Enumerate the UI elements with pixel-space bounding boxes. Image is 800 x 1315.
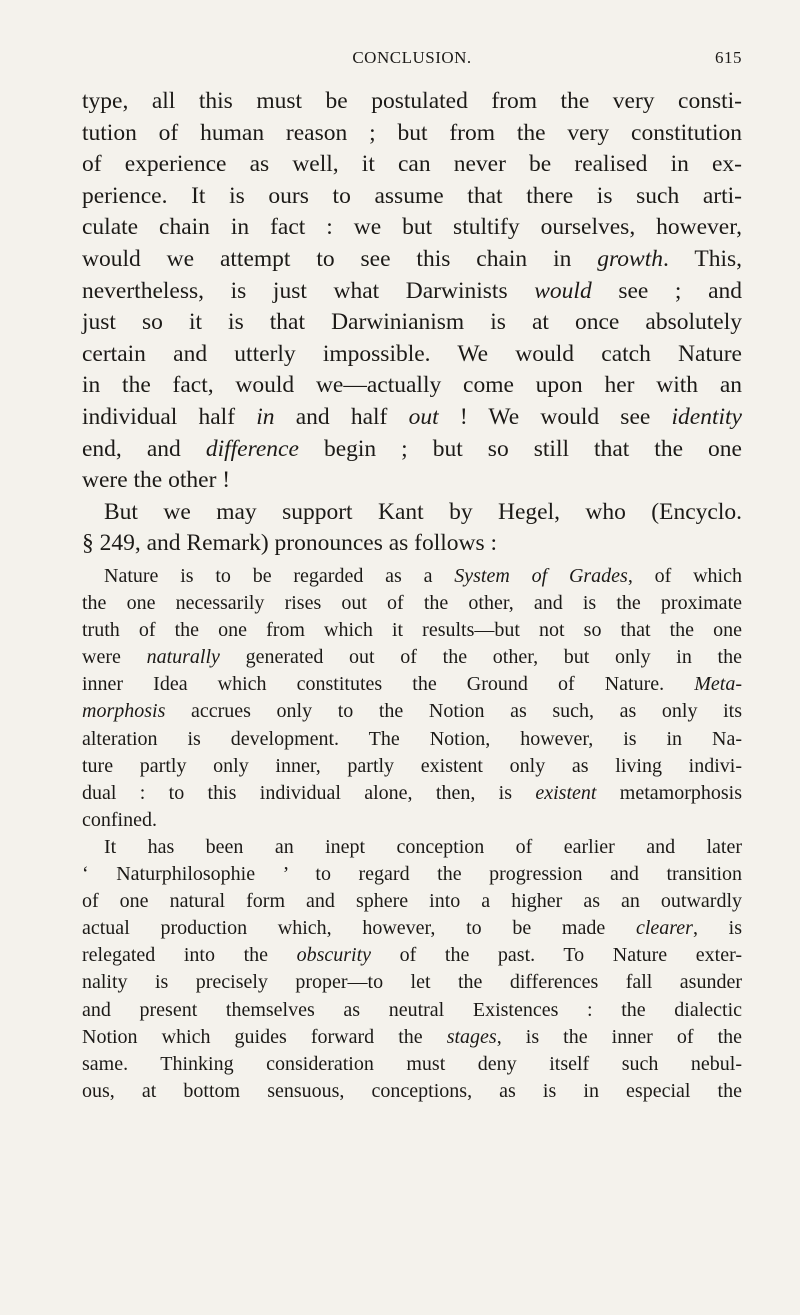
text-line: in the fact, would we—actually come upon her with an bbox=[82, 372, 742, 399]
text-line: would we attempt to see this chain in growth. This, bbox=[82, 245, 742, 272]
quote-line: nality is precisely proper—to let the differences fall asunder bbox=[82, 971, 742, 994]
quote-line: Notion which guides forward the stages, is the inner of the bbox=[82, 1025, 743, 1048]
text-line: type, all this must be postulated from the very consti- bbox=[82, 88, 742, 114]
quote-line: same. Thinking consideration must deny itself such nebul- bbox=[82, 1052, 742, 1075]
running-head bbox=[82, 48, 742, 74]
block-quote bbox=[82, 563, 742, 1105]
quote-line: relegated into the obscurity of the past. To Nature exter- bbox=[82, 944, 743, 967]
text-line: culate chain in fact : we but stultify ourselves, however, bbox=[82, 214, 742, 241]
quote-line: and present themselves as neutral Existences : the dialectic bbox=[82, 998, 742, 1021]
quote-line: of one natural form and sphere into a higher as an outwardly bbox=[82, 890, 742, 913]
quote-line: truth of the one from which it results—but not so that the one bbox=[82, 619, 742, 642]
quote-line: actual production which, however, to be made clearer, is bbox=[82, 917, 743, 940]
page-number: 615 bbox=[715, 48, 742, 67]
running-title: CONCLUSION. bbox=[352, 48, 472, 67]
text-line: But we may support Kant by Hegel, who (Encyclo. bbox=[104, 498, 742, 525]
quote-line: It has been an inept conception of earlier and later bbox=[104, 835, 742, 858]
quote-line: inner Idea which constitutes the Ground of Nature. Meta- bbox=[82, 673, 742, 696]
text-line: of experience as well, it can never be realised in ex- bbox=[82, 151, 742, 178]
quote-line: confined. bbox=[82, 808, 157, 831]
quote-line: ture partly only inner, partly existent only as living indivi- bbox=[82, 754, 742, 777]
quote-line: ‘ Naturphilosophie ’ to regard the progression and transition bbox=[82, 863, 742, 886]
text-line: nevertheless, is just what Darwinists would see ; and bbox=[82, 277, 743, 304]
quote-line: Nature is to be regarded as a System of Grades, of which bbox=[104, 565, 742, 587]
text-line: § 249, and Remark) pronounces as follows : bbox=[82, 530, 498, 557]
quote-line: were naturally generated out of the other, but only in the bbox=[82, 646, 742, 669]
text-line: individual half in and half out ! We would see identity bbox=[82, 403, 742, 430]
quote-line: the one necessarily rises out of the other, and is the proximate bbox=[82, 592, 742, 615]
text-line: perience. It is ours to assume that there is such arti- bbox=[82, 182, 742, 209]
quote-line: ous, at bottom sensuous, conceptions, as is in especial the bbox=[82, 1079, 742, 1102]
quote-line: dual : to this individual alone, then, is existent metamorphosis bbox=[82, 781, 742, 804]
text-line: were the other ! bbox=[82, 467, 231, 494]
text-line: end, and difference begin ; but so still that the one bbox=[82, 435, 742, 462]
quote-line: morphosis accrues only to the Notion as such, as only its bbox=[82, 700, 742, 723]
main-paragraphs bbox=[82, 86, 742, 560]
text-line: just so it is that Darwinianism is at once absolutely bbox=[82, 309, 742, 336]
text-line: certain and utterly impossible. We would catch Nature bbox=[82, 340, 742, 367]
text-line: tution of human reason ; but from the very constitution bbox=[82, 119, 742, 146]
quote-line: alteration is development. The Notion, however, is in Na- bbox=[82, 727, 742, 750]
